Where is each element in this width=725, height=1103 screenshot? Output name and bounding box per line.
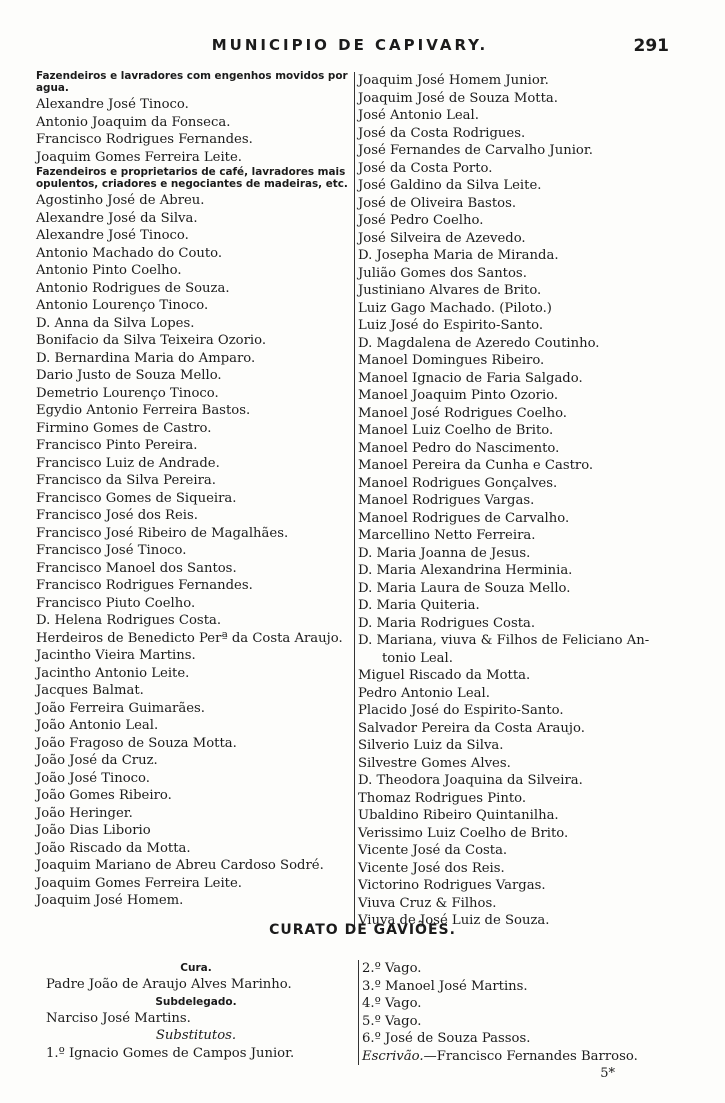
list-item: Manoel Domingues Ribeiro. [358, 353, 545, 368]
list-item: Jacques Balmat. [36, 683, 144, 698]
list-item: Jacintho Antonio Leite. [36, 665, 190, 681]
list-item: Justiniano Alvares de Brito. [358, 283, 542, 298]
list-item: D. Maria Rodrigues Costa. [358, 615, 536, 631]
list-item: José de Oliveira Bastos. [358, 195, 517, 211]
list-item: Antonio Machado do Couto. [36, 245, 223, 261]
list-item: José Fernandes de Carvalho Junior. [358, 143, 593, 158]
list-item: Vicente José dos Reis. [358, 860, 505, 876]
list-item: Antonio Pinto Coelho. [36, 263, 182, 278]
list-item: Joaquim Gomes Ferreira Leite. [36, 149, 242, 165]
curato-right-block [358, 960, 682, 1065]
page-title: MUNICIPIO DE CAPIVARY. [211, 36, 489, 54]
section-list-engenhos [36, 96, 352, 166]
list-item: Joaquim Gomes Ferreira Leite. [36, 875, 242, 891]
list-item: D. Theodora Joaquina da Silveira. [358, 773, 583, 788]
list-item: José da Costa Porto. [358, 160, 493, 176]
list-item: Vicente José da Costa. [358, 843, 508, 858]
list-item: Manoel Rodrigues de Carvalho. [358, 510, 570, 526]
list-item: Manoel Pereira da Cunha e Castro. [358, 458, 594, 473]
list-item: Ubaldino Ribeiro Quintanilha. [358, 808, 559, 823]
list-item: João Riscado da Motta. [36, 840, 191, 856]
list-item: Egydio Antonio Ferreira Bastos. [36, 403, 251, 418]
list-item: Francisco Luiz de Andrade. [36, 455, 220, 471]
page-number: 291 [633, 36, 669, 56]
list-item: João Antonio Leal. [36, 718, 159, 733]
list-item: João Heringer. [36, 805, 133, 821]
list-item: Francisco José dos Reis. [36, 508, 198, 523]
cura-name: Padre João de Araujo Alves Marinho. [46, 977, 292, 992]
list-item: Joaquim José Homem. [36, 893, 184, 908]
list-item: Antonio Rodrigues de Souza. [36, 280, 230, 296]
list-item: José Silveira de Azevedo. [358, 230, 526, 246]
list-item: Bonifacio da Silva Teixeira Ozorio. [36, 333, 267, 348]
list-item: Luiz José do Espirito-Santo. [358, 318, 544, 333]
cura-heading: Cura. [180, 962, 212, 974]
list-item: Francisco Manoel dos Santos. [36, 560, 237, 576]
list-item: Francisco Piuto Coelho. [36, 595, 196, 611]
list-item: Miguel Riscado da Motta. [358, 668, 531, 683]
section-heading-engenhos: Fazendeiros e lavradores com engenhos movidos por agua. [36, 70, 348, 94]
list-item: D. Mariana, viuva & Filhos de Feliciano An- [358, 633, 650, 648]
curato-title: CURATO DE GAVIÕES. [269, 922, 456, 938]
list-item: Francisco Pinto Pereira. [36, 438, 198, 453]
list-item: Luiz Gago Machado. (Piloto.) [358, 300, 552, 316]
list-item: Antonio Lourenço Tinoco. [36, 298, 209, 313]
list-item: Francisco José Tinoco. [36, 543, 187, 558]
escrivao-label: Escrivão. [362, 1048, 424, 1064]
list-item: Pedro Antonio Leal. [358, 685, 490, 701]
substituto-1: 1.º Ignacio Gomes de Campos Junior. [46, 1045, 295, 1061]
list-item: Francisco da Silva Pereira. [36, 473, 216, 488]
list-item: D. Magdalena de Azeredo Coutinho. [358, 335, 600, 351]
list-item: Joaquim José Homem Junior. [358, 73, 549, 88]
list-item: Joaquim José de Souza Motta. [358, 90, 558, 106]
list-item: D. Anna da Silva Lopes. [36, 315, 195, 331]
list-item: Manoel Pedro do Nascimento. [358, 440, 560, 456]
list-item: Francisco Rodrigues Fernandes. [36, 578, 253, 593]
list-item: Victorino Rodrigues Vargas. [358, 878, 546, 893]
substituto-3: 3.º Manoel José Martins. [362, 978, 528, 994]
subdelegado-name: Narciso José Martins. [46, 1010, 191, 1026]
list-item: Alexandre José da Silva. [36, 210, 198, 226]
escrivao-line [362, 1048, 682, 1066]
right-column [354, 72, 676, 930]
section-list-continued [358, 72, 676, 930]
list-item: D. Helena Rodrigues Costa. [36, 613, 222, 628]
signature-mark: 5* [600, 1066, 615, 1081]
list-item: Alexandre José Tinoco. [36, 97, 189, 112]
list-item: João José Tinoco. [36, 770, 150, 786]
list-item: José da Costa Rodrigues. [358, 125, 526, 141]
list-item: Alexandre José Tinoco. [36, 228, 189, 243]
list-item: Jacintho Vieira Martins. [36, 648, 196, 663]
list-item: José Antonio Leal. [358, 108, 479, 123]
list-item: Viuva de José Luiz de Souza. [358, 913, 550, 928]
list-item: Firmino Gomes de Castro. [36, 420, 212, 436]
list-item: tonio Leal. [382, 650, 453, 666]
list-item: João Gomes Ribeiro. [36, 788, 172, 803]
list-item: Francisco Rodrigues Fernandes. [36, 132, 253, 147]
curato-left-block [46, 960, 346, 1062]
list-item: Verissimo Luiz Coelho de Brito. [358, 825, 569, 841]
list-item: José Galdino da Silva Leite. [358, 178, 542, 193]
list-item: João José da Cruz. [36, 753, 158, 768]
list-item: Silvestre Gomes Alves. [358, 755, 511, 771]
list-item: José Pedro Coelho. [358, 213, 484, 228]
list-item: Placido José do Espirito-Santo. [358, 703, 564, 718]
list-item: D. Maria Joanna de Jesus. [358, 545, 531, 561]
substituto-5: 5.º Vago. [362, 1013, 422, 1029]
list-item: Salvador Pereira da Costa Araujo. [358, 720, 585, 736]
section-heading-fazendeiros: Fazendeiros e proprietarios de café, lavradores mais opulentos, criadores e negociantes de madeiras, etc. [36, 166, 348, 190]
substitutos-heading: Substitutos. [155, 1028, 237, 1043]
list-item: Dario Justo de Souza Mello. [36, 368, 222, 383]
list-item: Manoel Luiz Coelho de Brito. [358, 423, 554, 438]
list-item: João Ferreira Guimarães. [36, 700, 205, 716]
list-item: Agostinho José de Abreu. [36, 193, 205, 208]
list-item: D. Maria Quiteria. [358, 598, 480, 613]
list-item: D. Maria Laura de Souza Mello. [358, 580, 571, 596]
list-item: Viuva Cruz & Filhos. [358, 895, 497, 911]
list-item: Herdeiros de Benedicto Perª da Costa Araujo. [36, 630, 343, 646]
list-item: D. Bernardina Maria do Amparo. [36, 350, 256, 366]
list-item: Marcellino Netto Ferreira. [358, 528, 536, 543]
list-item: Francisco Gomes de Siqueira. [36, 490, 237, 506]
left-column [36, 70, 352, 910]
list-item: Manoel Joaquim Pinto Ozorio. [358, 388, 559, 403]
list-item: Manoel José Rodrigues Coelho. [358, 405, 567, 421]
section-list-fazendeiros [36, 192, 352, 910]
substituto-6: 6.º José de Souza Passos. [362, 1031, 531, 1046]
list-item: D. Josepha Maria de Miranda. [358, 248, 559, 263]
list-item: Manoel Ignacio de Faria Salgado. [358, 370, 583, 386]
list-item: Demetrio Lourenço Tinoco. [36, 385, 219, 401]
list-item: João Dias Liborio [36, 823, 151, 838]
escrivao-name: —Francisco Fernandes Barroso. [423, 1048, 638, 1064]
substituto-4: 4.º Vago. [362, 996, 422, 1011]
list-item: Silverio Luiz da Silva. [358, 738, 504, 753]
subdelegado-heading: Subdelegado. [155, 995, 237, 1008]
list-item: João Fragoso de Souza Motta. [36, 735, 237, 751]
substituto-2: 2.º Vago. [362, 961, 422, 976]
list-item: Francisco José Ribeiro de Magalhães. [36, 525, 289, 541]
page-header [0, 36, 725, 60]
list-item: Thomaz Rodrigues Pinto. [358, 790, 527, 806]
list-item: Antonio Joaquim da Fonseca. [36, 114, 231, 130]
list-item: Julião Gomes dos Santos. [358, 265, 527, 281]
list-item: Manoel Rodrigues Gonçalves. [358, 475, 558, 491]
list-item: Manoel Rodrigues Vargas. [358, 493, 535, 508]
list-item: Joaquim Mariano de Abreu Cardoso Sodré. [36, 858, 324, 873]
list-item: D. Maria Alexandrina Herminia. [358, 563, 573, 578]
